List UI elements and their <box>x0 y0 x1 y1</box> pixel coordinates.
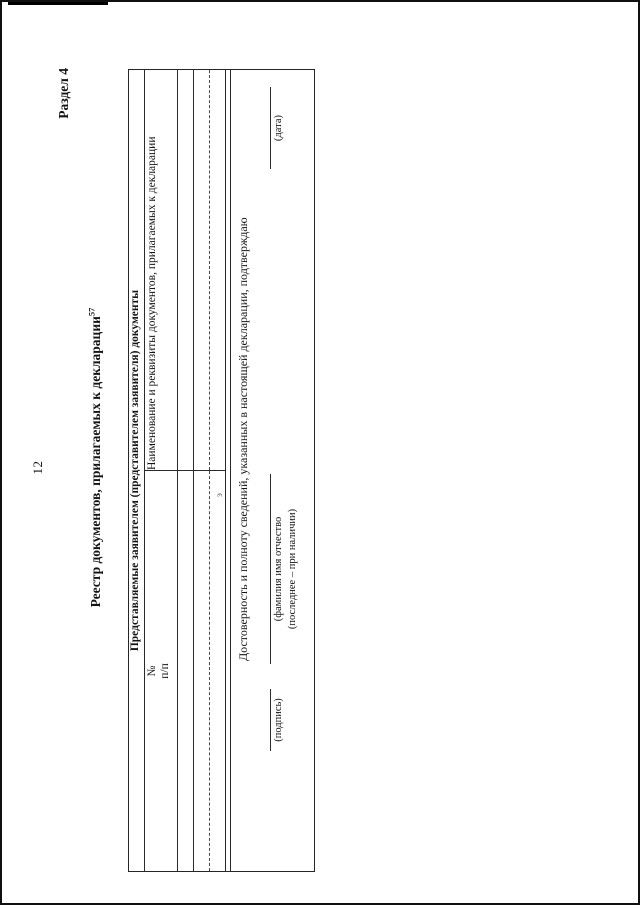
table-empty-row <box>194 70 210 871</box>
document-title <box>88 12 104 903</box>
column-header-number-line1: № <box>146 665 158 677</box>
signature-label: (подпись) <box>273 698 284 742</box>
empty-cell-number <box>210 471 226 872</box>
date-label: (дата) <box>273 114 284 142</box>
name-label-line1: (фамилия имя отчество <box>273 516 284 622</box>
scan-edge-artifact <box>8 2 108 5</box>
table-empty-row <box>178 70 194 871</box>
signature-line-sign <box>270 689 286 751</box>
column-header-number <box>145 471 178 872</box>
empty-cell-name <box>178 70 194 471</box>
footnote-marker: 57 <box>86 307 97 317</box>
table-column-header-row <box>145 70 178 871</box>
empty-cell-number <box>194 471 210 872</box>
column-header-number-line2: п/п <box>159 663 172 679</box>
document-title-text: Реестр документов, прилагаемых к декларации <box>88 316 103 608</box>
table-double-bottom-rule <box>226 70 231 871</box>
table-empty-row <box>210 70 226 871</box>
empty-cell-number <box>178 471 194 872</box>
scan-artifact: э <box>214 493 224 497</box>
column-header-name: Наименование и реквизиты документов, прилагаемых к декларации <box>145 70 178 471</box>
table-group-header-row <box>129 70 145 871</box>
page-number: 12 <box>30 460 45 475</box>
confirmation-statement: Достоверность и полноту сведений, указанных в настоящей декларации, подтверждаю <box>236 217 250 661</box>
table-group-header: Представляемые заявителем (представителем заявителя) документы <box>129 70 145 871</box>
section-label: Раздел 4 <box>56 68 71 119</box>
empty-cell-name <box>210 70 226 471</box>
signature-line-date <box>270 87 286 169</box>
signature-line-name <box>270 474 300 664</box>
empty-cell-name <box>194 70 210 471</box>
name-label-line2: (последнее – при наличии) <box>287 508 299 630</box>
registry-form-box <box>128 69 315 872</box>
documents-registry-table <box>129 70 226 871</box>
